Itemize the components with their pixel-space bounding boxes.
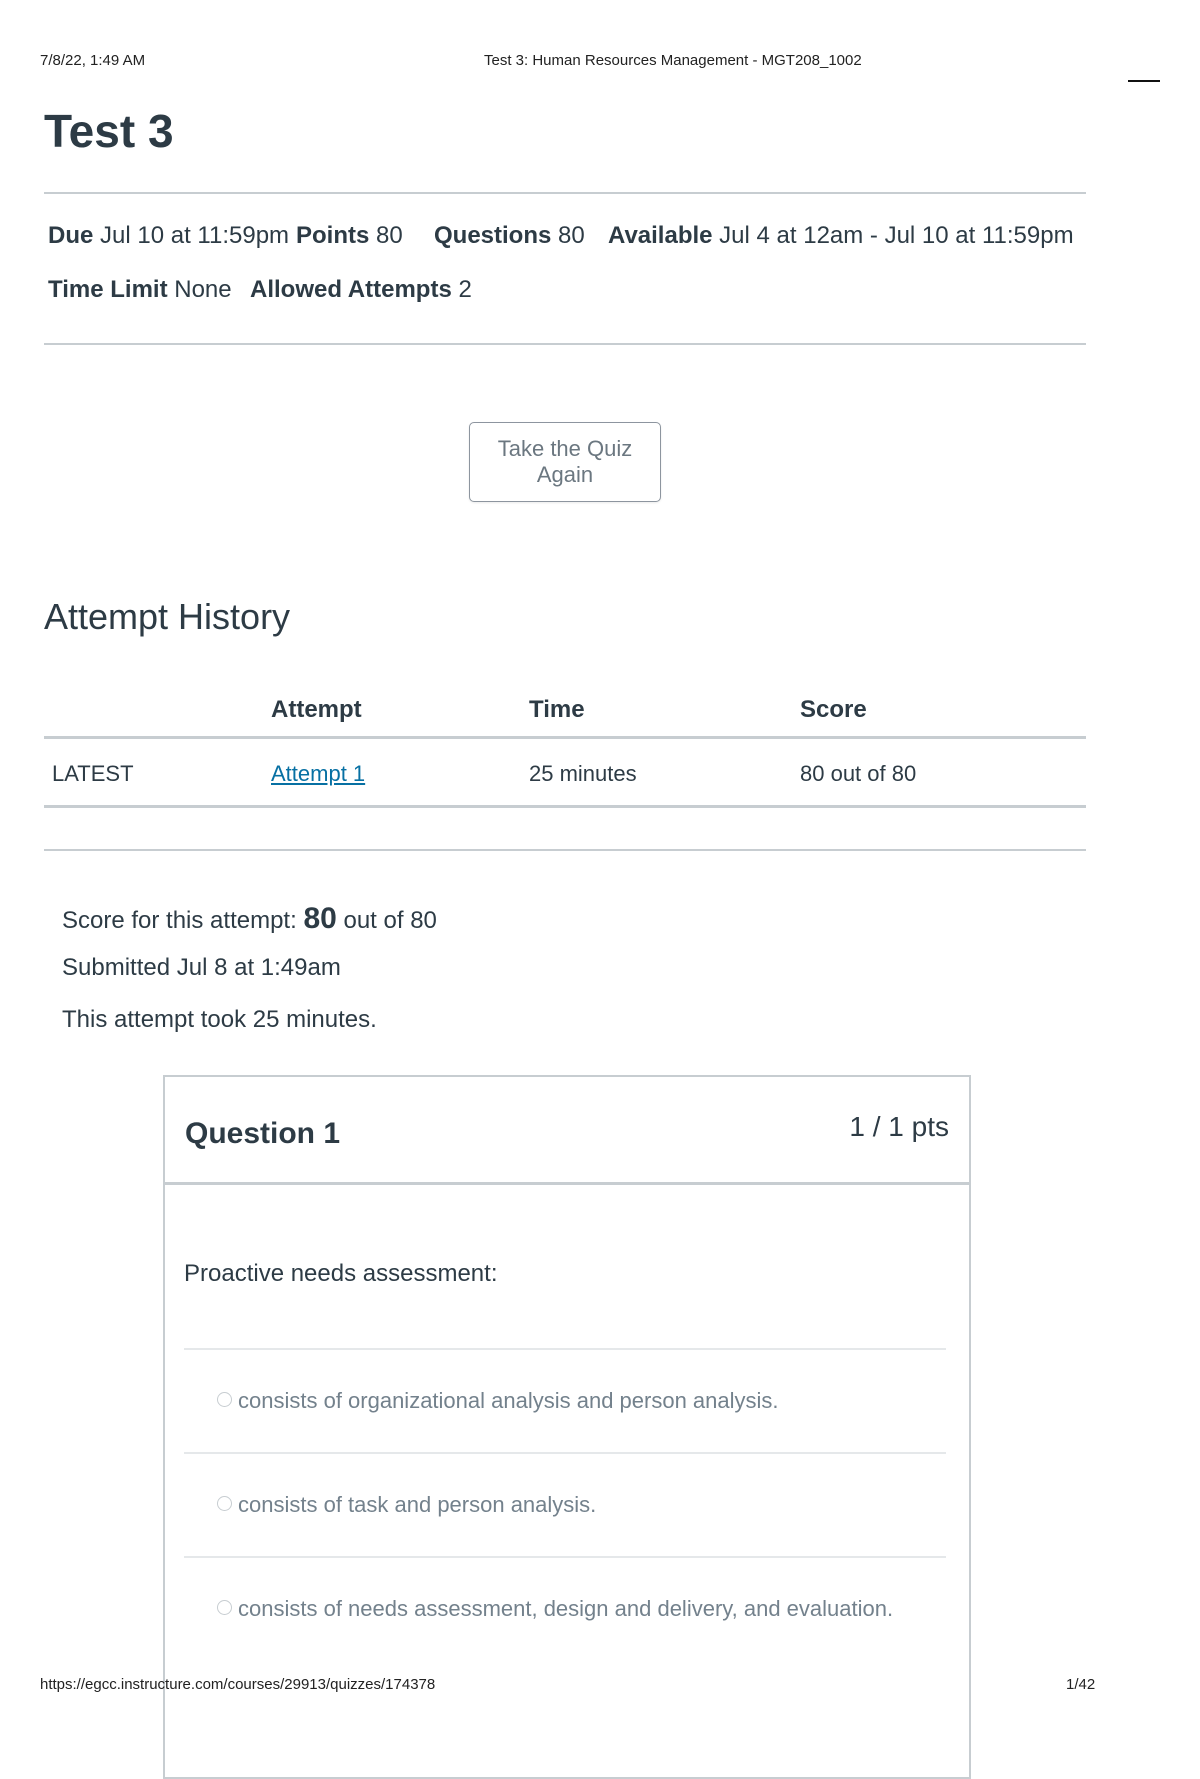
points-label: Points (296, 222, 370, 249)
attempt-summary (62, 902, 437, 1058)
allowed-attempts-label: Allowed Attempts (250, 276, 452, 303)
questions-label: Questions (434, 222, 552, 249)
summary-divider (44, 849, 1086, 851)
quiz-details (48, 222, 1088, 330)
score-value: 80 (303, 902, 337, 935)
latest-tag: LATEST (52, 761, 134, 786)
answer-option[interactable] (184, 1452, 946, 1556)
questions-detail (434, 222, 585, 250)
answer-text: consists of needs assessment, design and delivery, and evaluation. (238, 1596, 894, 1621)
answer-text: consists of organizational analysis and person analysis. (238, 1388, 779, 1413)
time-limit-value: None (174, 276, 232, 303)
attempt-1-link[interactable]: Attempt 1 (271, 761, 366, 786)
submitted-line: Submitted Jul 8 at 1:49am (62, 954, 341, 981)
table-row (44, 739, 1086, 808)
take-quiz-again-wrap (469, 422, 661, 502)
print-page-title: Test 3: Human Resources Management - MGT208_1002 (484, 52, 862, 69)
available-detail (608, 222, 1074, 250)
attempt-history-table (44, 686, 1086, 808)
duration-line: This attempt took 25 minutes. (62, 1006, 377, 1033)
quiz-details-row-2 (48, 276, 1088, 330)
column-header-attempt: Attempt (271, 696, 362, 723)
column-header-time: Time (529, 696, 585, 723)
attempt-time: 25 minutes (529, 761, 637, 786)
due-detail (48, 222, 289, 250)
radio-icon[interactable] (217, 1600, 232, 1615)
attempt-history-header-row (44, 686, 1086, 739)
attempt-history-title: Attempt History (44, 596, 291, 637)
available-value: Jul 4 at 12am - Jul 10 at 11:59pm (719, 222, 1074, 249)
print-timestamp: 7/8/22, 1:49 AM (40, 52, 146, 69)
question-1-title: Question 1 (185, 1117, 341, 1150)
radio-icon[interactable] (217, 1392, 232, 1407)
details-top-divider (44, 192, 1086, 194)
time-limit-label: Time Limit (48, 276, 168, 303)
answer-text: consists of task and person analysis. (238, 1492, 597, 1517)
answer-option[interactable] (184, 1556, 946, 1660)
details-bottom-divider (44, 343, 1086, 345)
score-line (62, 902, 437, 954)
question-1-points: 1 / 1 pts (849, 1111, 949, 1142)
questions-value: 80 (558, 222, 585, 249)
column-header-score: Score (800, 696, 867, 723)
attempt-1-link-cell (271, 761, 365, 787)
radio-icon[interactable] (217, 1496, 232, 1511)
score-prefix: Score for this attempt: (62, 907, 297, 934)
available-label: Available (608, 222, 713, 249)
print-footer-page-number: 1/42 (1066, 1676, 1096, 1693)
points-value: 80 (376, 222, 403, 249)
page-title: Test 3 (44, 105, 174, 157)
due-label: Due (48, 222, 94, 249)
allowed-attempts-detail (250, 276, 472, 304)
print-footer-url: https://egcc.instructure.com/courses/29913/quizzes/174378 (40, 1676, 436, 1693)
quiz-details-row-1 (48, 222, 1088, 276)
question-1-text: Proactive needs assessment: (184, 1260, 498, 1287)
corner-dash (1128, 80, 1160, 82)
score-suffix: out of 80 (343, 907, 437, 934)
take-quiz-again-button[interactable]: Take the Quiz Again (469, 422, 661, 502)
print-header (40, 52, 1160, 72)
allowed-attempts-value: 2 (458, 276, 472, 303)
answer-option[interactable] (184, 1348, 946, 1452)
attempt-score: 80 out of 80 (800, 761, 917, 786)
time-limit-detail (48, 276, 232, 304)
due-value: Jul 10 at 11:59pm (100, 222, 290, 249)
points-detail (296, 222, 403, 250)
question-1-answers (184, 1348, 946, 1660)
question-1-header (165, 1077, 969, 1185)
